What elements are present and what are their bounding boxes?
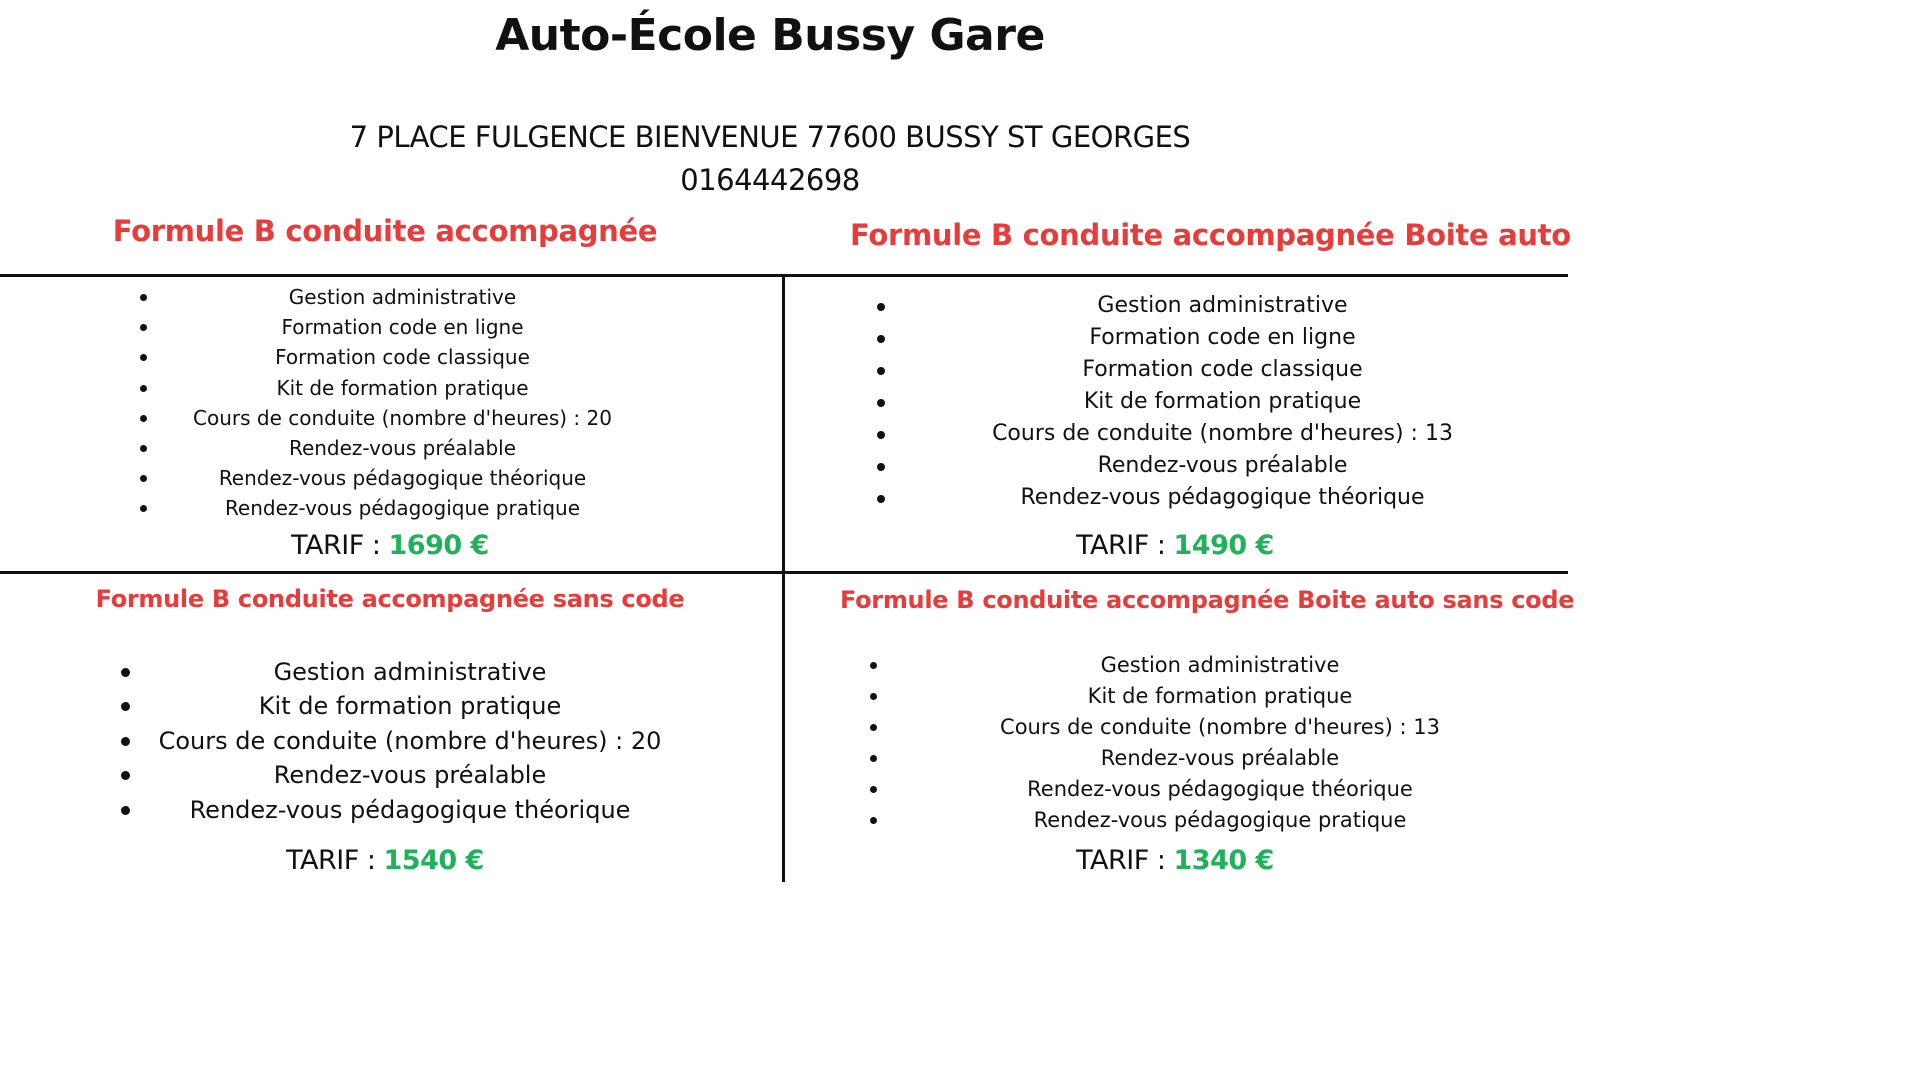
list-item [865, 482, 1580, 514]
bullet-icon [121, 668, 130, 677]
list-item-label: Kit de formation pratique [1083, 389, 1362, 414]
bullet-icon [877, 431, 885, 439]
bullet-icon [121, 771, 130, 780]
bullet-icon [870, 755, 877, 762]
list-item-label: Gestion administrative [1100, 653, 1340, 677]
bullet-icon [121, 806, 130, 815]
bullet-icon [140, 415, 147, 422]
list-item [865, 290, 1580, 322]
list-item-label: Rendez-vous pédagogique théorique [218, 466, 587, 491]
list-item [130, 282, 675, 312]
bullet-icon [140, 505, 147, 512]
list-item-label: Rendez-vous pédagogique pratique [224, 496, 581, 521]
price: 1490 € [1173, 530, 1274, 561]
list-item-label: Rendez-vous pédagogique théorique [1027, 777, 1413, 801]
list-item [860, 681, 1580, 712]
list-item-label: Rendez-vous pédagogique pratique [1033, 808, 1407, 832]
list-item-label: Kit de formation pratique [258, 692, 562, 721]
list-item [130, 403, 675, 433]
bullet-icon [870, 817, 877, 824]
formula-title: Formule B conduite accompagnée sans code [95, 585, 685, 613]
formula-title: Formule B conduite accompagnée Boite auto [850, 218, 1571, 252]
tarif [790, 530, 1560, 561]
formula-items [860, 650, 1580, 836]
list-item-label: Cours de conduite (nombre d'heures) : 20 [158, 726, 662, 755]
address: 7 PLACE FULGENCE BIENVENUE 77600 BUSSY ST GEORGES [349, 120, 1191, 154]
list-item-label: Cours de conduite (nombre d'heures) : 13 [992, 421, 1453, 446]
list-item-label: Kit de formation pratique [1087, 684, 1353, 708]
tarif-label: TARIF : [291, 530, 389, 561]
bullet-icon [140, 385, 147, 392]
list-item [130, 463, 675, 493]
list-item [865, 450, 1580, 482]
list-item [110, 758, 710, 792]
list-item [110, 793, 710, 827]
page-title: Auto-École Bussy Gare [495, 10, 1045, 61]
list-item-label: Formation code en ligne [281, 315, 524, 340]
price: 1690 € [388, 530, 489, 561]
phone-number: 0164442698 [680, 163, 860, 197]
bullet-icon [870, 693, 877, 700]
formula-items [865, 290, 1580, 514]
bullet-icon [877, 335, 885, 343]
list-item-label: Cours de conduite (nombre d'heures) : 13 [1000, 715, 1440, 739]
bullet-icon [140, 324, 147, 331]
list-item-label: Cours de conduite (nombre d'heures) : 20 [193, 405, 612, 430]
list-item [860, 743, 1580, 774]
list-item-label: Gestion administrative [288, 285, 517, 309]
list-item [130, 373, 675, 403]
bullet-icon [877, 495, 885, 503]
list-item-label: Formation code classique [1082, 357, 1363, 382]
formula-items [130, 282, 675, 524]
bullet-icon [877, 399, 885, 407]
list-item-label: Rendez-vous préalable [1097, 453, 1348, 478]
bullet-icon [877, 463, 885, 471]
formula-title: Formule B conduite accompagnée [112, 214, 658, 248]
divider-vertical [782, 274, 785, 882]
list-item [865, 354, 1580, 386]
tarif-label: TARIF : [1076, 530, 1174, 561]
list-item [110, 655, 710, 689]
list-item [865, 386, 1580, 418]
bullet-icon [870, 724, 877, 731]
price: 1340 € [1173, 845, 1274, 876]
bullet-icon [140, 294, 147, 301]
bullet-icon [140, 475, 147, 482]
price: 1540 € [383, 845, 484, 876]
formula-title: Formule B conduite accompagnée Boite auto sans code [840, 586, 1575, 614]
list-item [130, 342, 675, 372]
bullet-icon [140, 445, 147, 452]
list-item [130, 312, 675, 342]
list-item-label: Gestion administrative [273, 658, 547, 686]
list-item-label: Gestion administrative [1097, 293, 1348, 318]
list-item [110, 724, 710, 758]
list-item-label: Rendez-vous pédagogique théorique [1020, 485, 1425, 510]
list-item [130, 493, 675, 523]
tarif-label: TARIF : [286, 845, 384, 876]
bullet-icon [140, 354, 147, 361]
list-item-label: Rendez-vous préalable [273, 761, 547, 790]
list-item [860, 805, 1580, 836]
list-item [130, 433, 675, 463]
bullet-icon [121, 737, 130, 746]
bullet-icon [877, 303, 885, 311]
list-item [860, 774, 1580, 805]
list-item [860, 712, 1580, 743]
list-item-label: Rendez-vous pédagogique théorique [189, 795, 631, 824]
bullet-icon [877, 367, 885, 375]
bullet-icon [121, 702, 130, 711]
list-item-label: Rendez-vous préalable [1100, 746, 1340, 770]
tarif [0, 845, 770, 876]
list-item [860, 650, 1580, 681]
tarif-label: TARIF : [1076, 845, 1174, 876]
list-item-label: Rendez-vous préalable [288, 435, 517, 460]
list-item [110, 689, 710, 723]
tarif [790, 845, 1560, 876]
formula-items [110, 655, 710, 827]
list-item [865, 322, 1580, 354]
list-item-label: Formation code en ligne [1089, 325, 1356, 350]
list-item-label: Formation code classique [275, 345, 530, 370]
bullet-icon [870, 662, 877, 669]
list-item [865, 418, 1580, 450]
list-item-label: Kit de formation pratique [276, 375, 529, 400]
bullet-icon [870, 786, 877, 793]
tarif [0, 530, 780, 561]
